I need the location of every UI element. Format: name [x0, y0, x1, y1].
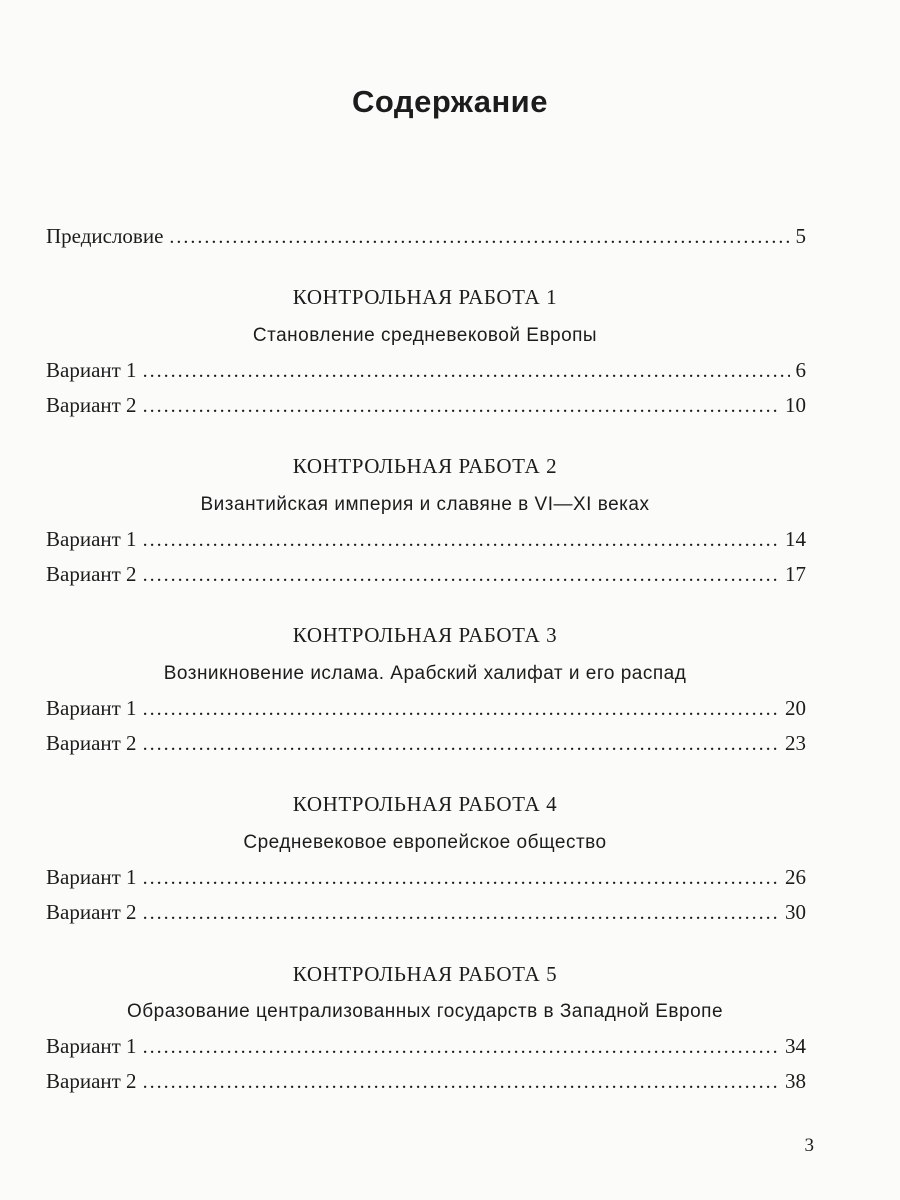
dot-leader	[143, 867, 779, 890]
toc-entry-label: Вариант 1	[46, 1034, 137, 1058]
toc-entry-page: 20	[785, 696, 806, 720]
toc-entry-page: 6	[795, 358, 806, 382]
toc-entry-label: Вариант 2	[46, 1069, 137, 1093]
toc-entry-variant	[46, 1034, 806, 1062]
dot-leader	[143, 1036, 779, 1059]
toc-entry-page: 23	[785, 731, 806, 755]
section-heading: КОНТРОЛЬНАЯ РАБОТА 1	[292, 285, 558, 309]
toc-entry-variant	[46, 865, 806, 893]
dot-leader	[169, 226, 789, 249]
toc-entry-variant	[46, 731, 806, 759]
section-subtitle: Становление средневековой Европы	[252, 325, 598, 346]
section-subtitle: Образование централизованных государств в Западной Европе	[126, 1001, 724, 1022]
section-subtitle: Возникновение ислама. Арабский халифат и его распад	[163, 663, 687, 684]
toc-entry-page: 26	[785, 865, 806, 889]
page-title: Содержание	[352, 84, 548, 119]
toc-entry-label: Вариант 2	[46, 393, 137, 417]
dot-leader	[143, 733, 779, 756]
dot-leader	[143, 395, 779, 418]
toc-entry-page: 30	[785, 900, 806, 924]
toc-entry-page: 38	[785, 1069, 806, 1093]
section-heading: КОНТРОЛЬНАЯ РАБОТА 5	[292, 962, 558, 986]
dot-leader	[143, 1071, 779, 1094]
toc-entry-label: Вариант 2	[46, 900, 137, 924]
toc-entry-label: Вариант 1	[46, 527, 137, 551]
toc-entry-variant	[46, 696, 806, 724]
toc-entry-page: 34	[785, 1034, 806, 1058]
section-heading: КОНТРОЛЬНАЯ РАБОТА 3	[292, 623, 558, 647]
toc-entry-label: Вариант 2	[46, 731, 137, 755]
dot-leader	[143, 698, 779, 721]
section-heading: КОНТРОЛЬНАЯ РАБОТА 2	[292, 454, 558, 478]
section-subtitle: Византийская империя и славяне в VI—XI веках	[200, 494, 650, 515]
toc-entry-label: Вариант 1	[46, 696, 137, 720]
dot-leader	[143, 564, 779, 587]
toc-entry-label: Предисловие	[46, 224, 164, 248]
section-subtitle: Средневековое европейское общество	[243, 832, 607, 853]
dot-leader	[143, 360, 790, 383]
dot-leader	[143, 902, 779, 925]
toc-entry-variant	[46, 900, 806, 928]
toc-entry-label: Вариант 1	[46, 865, 137, 889]
toc-entry-page: 5	[795, 224, 806, 248]
toc-entry-label: Вариант 2	[46, 562, 137, 586]
page-number: 3	[804, 1135, 814, 1156]
toc-entry-variant	[46, 393, 806, 421]
toc-entry-variant	[46, 562, 806, 590]
toc-entry-variant	[46, 1069, 806, 1097]
section-heading: КОНТРОЛЬНАЯ РАБОТА 4	[292, 792, 558, 816]
toc-entry-page: 10	[785, 393, 806, 417]
toc-entry-label: Вариант 1	[46, 358, 137, 382]
toc-entry-page: 17	[785, 562, 806, 586]
toc-entry-variant	[46, 358, 806, 386]
toc-entry-page: 14	[785, 527, 806, 551]
dot-leader	[143, 529, 779, 552]
toc-entry-preface	[46, 224, 806, 252]
toc-entry-variant	[46, 527, 806, 555]
